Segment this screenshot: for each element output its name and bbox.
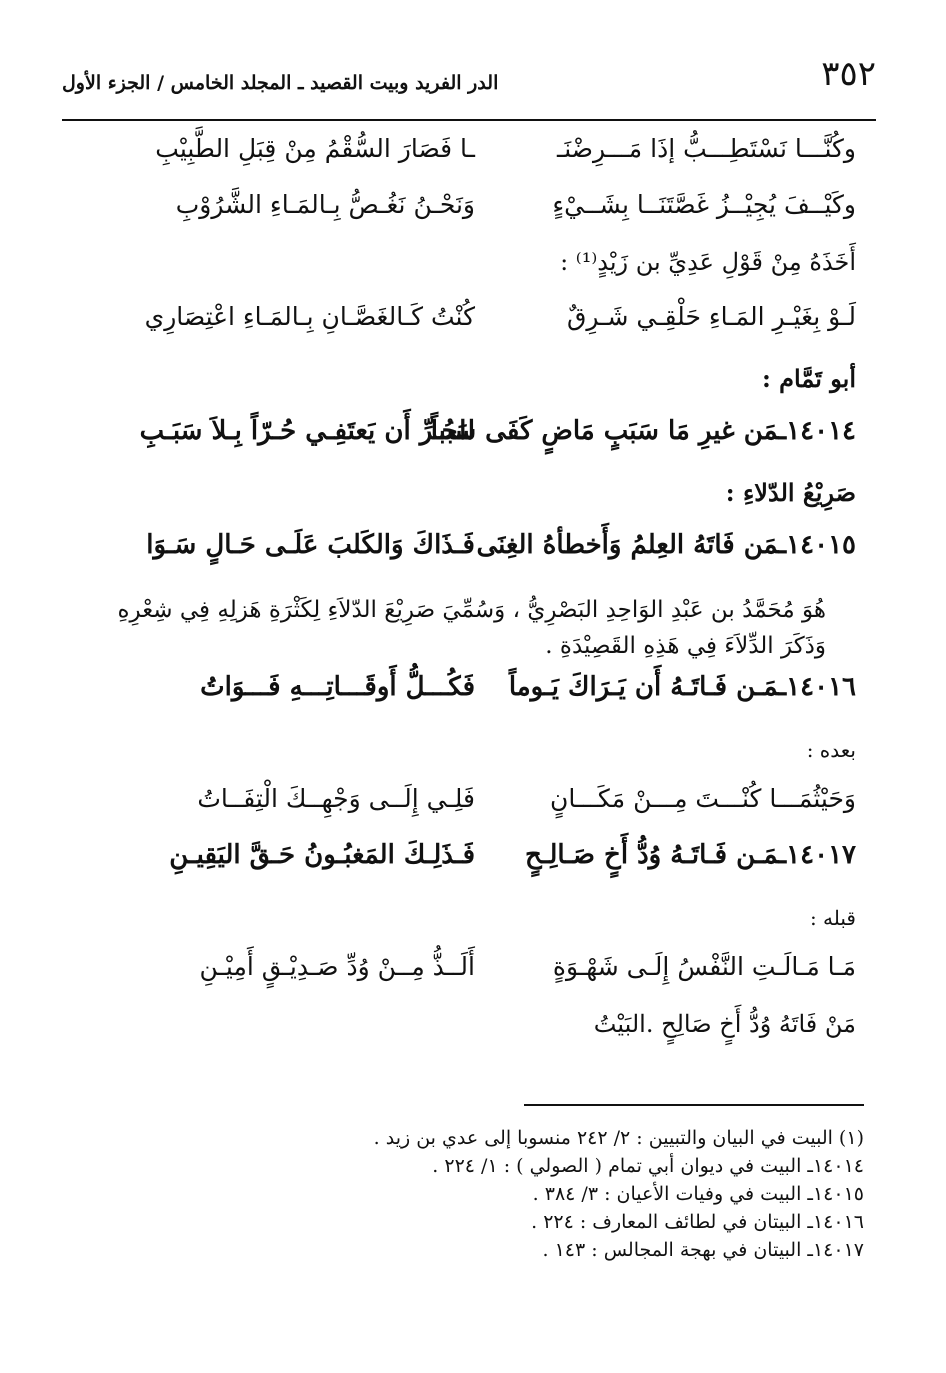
verse-second-hemistich: أَلَــذُّ مِــنْ وُدِّ صَـدِيْـقٍ أَمِيْـنِ [199, 952, 475, 981]
verse-first-hemistich [466, 530, 856, 560]
footnote-divider [524, 1104, 864, 1106]
verse-first-hemistich: وكُنَّـــا نَسْتَطِـــبُّ إذَا مَـــرِضْنَـ [556, 134, 856, 163]
verse-second-hemistich: فَلِـي إِلَــى وَجْهِــكَ الْتِفَــاتُ [197, 784, 475, 813]
poet-name: أبو تَمَّام : [761, 364, 856, 393]
verse-line [70, 126, 856, 182]
numbered-verse-14014 [70, 408, 856, 464]
verse-line [70, 944, 856, 1000]
numbered-verse-14016 [70, 664, 856, 720]
footnote: ١٤٠١٤ـ البيت في ديوان أبي تمام ( الصولي ) : ١/ ٢٢٤ . [432, 1155, 864, 1177]
verse-text: مَن فَاتَهُ العِلمُ وَأَخطأهُ الغِنَى [476, 530, 779, 560]
footnote: (١) البيت في البيان والتبيين : ٢/ ٢٤٢ منسوبا إلى عدي بن زيد . [373, 1127, 864, 1149]
poet-name: صَرِيْعُ الدّلاءِ : [725, 478, 856, 507]
verse-second-hemistich: فَـذَاكَ وَالكَلبَ عَلَـى حَـالٍ سَـوَا [146, 530, 475, 560]
verse-second-hemistich: للحُـرِّ أَن يَعتَفِـي حُـرّاً بِـلاَ سَبَـبِ [139, 416, 475, 446]
after-label: بعده : [806, 738, 856, 762]
verse-first-hemistich: وَحَيْثُمَـــا كُنْـــتَ مِـــنْ مَكَـــانٍ [549, 784, 856, 813]
footnotes [70, 1124, 864, 1264]
footnote: ١٤٠١٦ـ البيتان في لطائف المعارف : ٢٢٤ . [531, 1211, 864, 1233]
verse-second-hemistich: فَـذَلِـكَ المَغبُـونُ حَـقَّ اليَقِيـنِ [169, 840, 475, 870]
footnote: ١٤٠١٧ـ البيتان في بهجة المجالس : ١٤٣ . [542, 1239, 864, 1261]
verse-line [70, 776, 856, 832]
page-number: ٣٥٢ [821, 54, 876, 94]
verse-line [70, 182, 856, 238]
closing-line: مَنْ فَاتَهُ وُدُّ أَخٍ صَالِحٍ .البَيْتُ [593, 1010, 856, 1038]
verse-first-hemistich [466, 840, 856, 870]
page-header [62, 48, 876, 118]
footnote: ١٤٠١٥ـ البيت في وفيات الأعيان : ٣/ ٣٨٤ . [532, 1183, 864, 1205]
verse-second-hemistich: وَنَحْـنُ نَغُـصُّ بِـالمَـاءِ الشَّرُوْبِ [175, 190, 475, 219]
verse-second-hemistich: ـا فَصَارَ السُّقْمُ مِنْ قِبَلِ الطَّبِيْبِ [155, 134, 475, 163]
verse-text: مَن غيرِ مَا سَبَبٍ مَاضٍ كَفَى سَبباً [430, 416, 779, 446]
verse-number: ١٤٠١٤ـ [778, 416, 856, 446]
numbered-verse-14017 [70, 832, 856, 888]
header-divider [62, 119, 876, 121]
page-body [70, 126, 856, 1056]
attribution-line: أَخَذَهُ مِنْ قَوْلِ عَدِيِّ بن زَيْدٍ⁽¹⁾ : [560, 248, 856, 276]
verse-second-hemistich: كُنْتُ كَـالغَصَّـانِ بِـالمَـاءِ اعْتِصَارِي [144, 302, 475, 331]
numbered-verse-14015 [70, 522, 856, 578]
verse-text: مَـن فَـاتَـهُ أَن يَـرَاكَ يَـوماً [508, 672, 779, 702]
verse-first-hemistich [466, 672, 856, 702]
verse-second-hemistich: فَكُـــلُّ أَوقَـــاتِـــهِ فَـــوَاتُ [200, 672, 475, 702]
before-label: قبله : [809, 906, 856, 930]
verse-first-hemistich [430, 416, 856, 446]
verse-first-hemistich: وكَيْــفَ يُجِيْــزُ غَصَّتَنَــا بِشَــيْءٍ [552, 190, 856, 219]
verse-text: مَـن فَـاتَـهُ وُدُّ أَخٍ صَـالِـحٍ [525, 840, 779, 870]
verse-line [70, 294, 856, 350]
commentary-paragraph: هُوَ مُحَمَّدُ بن عَبْدِ الوَاحِدِ البَصْرِيُّ ، وَسُمِّيَ صَرِيْعَ الدّلاَءِ لِكَثْرَةِ هَزلِهِ فِي شِعْرِهِ وَذَكَرَ الدِّلاَءَ فِي هَذِهِ القَصِيْدَةِ . [117, 597, 826, 659]
verse-first-hemistich: مَـا مَـالَـتِ النَّفْسُ إِلَـى شَهْـوَةٍ [552, 952, 856, 981]
verse-number: ١٤٠١٦ـ [778, 672, 856, 702]
running-title: الدر الفريد وبيت القصيد ـ المجلد الخامس / الجزء الأول [62, 72, 499, 94]
verse-number: ١٤٠١٧ـ [778, 840, 856, 870]
verse-first-hemistich: لَـوْ بِغَيْـرِ المَـاءِ حَلْقِـي شَـرِقٌ [566, 302, 856, 331]
verse-number: ١٤٠١٥ـ [778, 530, 856, 560]
